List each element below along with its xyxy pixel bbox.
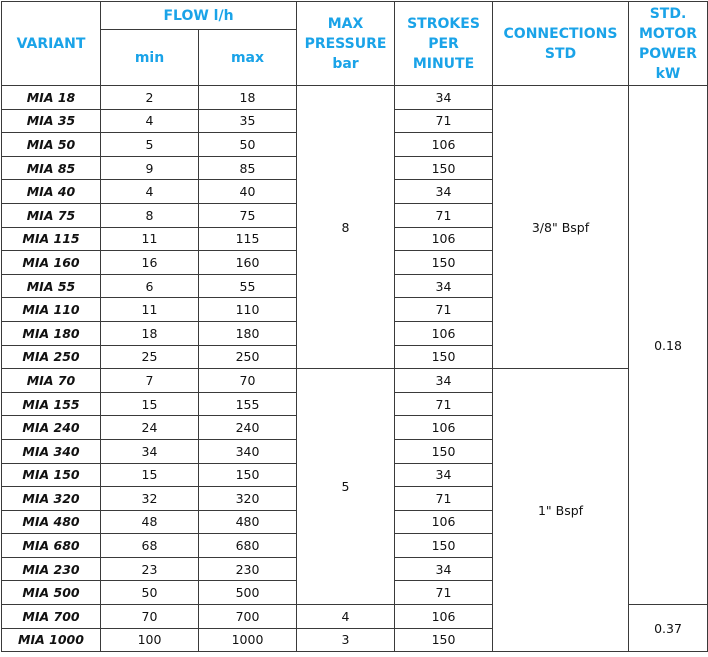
variant-cell: MIA 85 (2, 156, 101, 180)
flow-max-cell: 320 (199, 487, 297, 511)
strokes-cell: 150 (395, 251, 493, 275)
header-flow: FLOW l/h (101, 2, 297, 30)
header-line: CONNECTIONS (503, 25, 618, 42)
header-line: STD (544, 45, 577, 62)
flow-max-cell: 155 (199, 392, 297, 416)
strokes-cell: 34 (395, 180, 493, 204)
flow-max-cell: 700 (199, 605, 297, 629)
variant-cell: MIA 115 (2, 227, 101, 251)
header-flow-max: max (199, 30, 297, 86)
flow-min-cell: 48 (101, 510, 199, 534)
flow-max-cell: 500 (199, 581, 297, 605)
table-row (2, 86, 708, 110)
variant-cell: MIA 150 (2, 463, 101, 487)
flow-max-cell: 480 (199, 510, 297, 534)
variant-cell: MIA 70 (2, 369, 101, 393)
variant-cell: MIA 155 (2, 392, 101, 416)
strokes-cell: 34 (395, 369, 493, 393)
motor-power-cell: 0.37 (629, 605, 708, 652)
strokes-cell: 150 (395, 345, 493, 369)
table-row (2, 369, 708, 393)
strokes-cell: 71 (395, 392, 493, 416)
variant-cell: MIA 340 (2, 439, 101, 463)
flow-max-cell: 18 (199, 86, 297, 110)
flow-min-cell: 8 (101, 203, 199, 227)
flow-max-cell: 110 (199, 298, 297, 322)
flow-min-cell: 24 (101, 416, 199, 440)
flow-min-cell: 16 (101, 251, 199, 275)
connections-cell: 1" Bspf (493, 369, 629, 652)
flow-max-cell: 150 (199, 463, 297, 487)
strokes-cell: 71 (395, 487, 493, 511)
flow-max-cell: 340 (199, 439, 297, 463)
max-pressure-cell: 3 (297, 628, 395, 652)
header-line: kW (655, 65, 681, 82)
header-line: PER (428, 35, 459, 52)
variant-cell: MIA 250 (2, 345, 101, 369)
flow-max-cell: 240 (199, 416, 297, 440)
flow-max-cell: 70 (199, 369, 297, 393)
variant-cell: MIA 480 (2, 510, 101, 534)
variant-cell: MIA 40 (2, 180, 101, 204)
flow-min-cell: 7 (101, 369, 199, 393)
flow-max-cell: 115 (199, 227, 297, 251)
max-pressure-cell: 5 (297, 369, 395, 605)
strokes-cell: 34 (395, 557, 493, 581)
flow-min-cell: 2 (101, 86, 199, 110)
table-body (2, 86, 708, 652)
strokes-cell: 106 (395, 605, 493, 629)
flow-min-cell: 11 (101, 298, 199, 322)
flow-max-cell: 160 (199, 251, 297, 275)
strokes-cell: 106 (395, 416, 493, 440)
header-line: MAX (327, 15, 364, 32)
variant-cell: MIA 55 (2, 274, 101, 298)
header-line: PRESSURE (304, 35, 387, 52)
flow-min-cell: 32 (101, 487, 199, 511)
variant-cell: MIA 680 (2, 534, 101, 558)
flow-max-cell: 680 (199, 534, 297, 558)
strokes-cell: 34 (395, 86, 493, 110)
flow-max-cell: 230 (199, 557, 297, 581)
flow-min-cell: 11 (101, 227, 199, 251)
header-line: STROKES (407, 15, 480, 32)
flow-min-cell: 4 (101, 109, 199, 133)
flow-min-cell: 34 (101, 439, 199, 463)
flow-max-cell: 180 (199, 321, 297, 345)
variant-cell: MIA 180 (2, 321, 101, 345)
header-max-pressure (297, 2, 395, 86)
header-line: POWER (639, 45, 697, 62)
strokes-cell: 150 (395, 156, 493, 180)
header-line: MINUTE (412, 55, 475, 72)
strokes-cell: 106 (395, 510, 493, 534)
variant-cell: MIA 320 (2, 487, 101, 511)
flow-min-cell: 4 (101, 180, 199, 204)
variant-cell: MIA 18 (2, 86, 101, 110)
flow-min-cell: 6 (101, 274, 199, 298)
variant-cell: MIA 50 (2, 133, 101, 157)
flow-max-cell: 40 (199, 180, 297, 204)
strokes-cell: 150 (395, 628, 493, 652)
flow-min-cell: 100 (101, 628, 199, 652)
variant-cell: MIA 160 (2, 251, 101, 275)
flow-min-cell: 9 (101, 156, 199, 180)
max-pressure-cell: 8 (297, 86, 395, 369)
strokes-cell: 34 (395, 274, 493, 298)
flow-min-cell: 50 (101, 581, 199, 605)
flow-max-cell: 250 (199, 345, 297, 369)
header-variant: VARIANT (2, 2, 101, 86)
max-pressure-cell: 4 (297, 605, 395, 629)
strokes-cell: 71 (395, 581, 493, 605)
flow-min-cell: 70 (101, 605, 199, 629)
header-line: STD. (649, 5, 687, 22)
connections-cell: 3/8" Bspf (493, 86, 629, 369)
variant-cell: MIA 230 (2, 557, 101, 581)
strokes-cell: 150 (395, 534, 493, 558)
flow-max-cell: 1000 (199, 628, 297, 652)
flow-max-cell: 55 (199, 274, 297, 298)
flow-min-cell: 23 (101, 557, 199, 581)
flow-min-cell: 5 (101, 133, 199, 157)
spec-table (1, 1, 708, 652)
variant-cell: MIA 75 (2, 203, 101, 227)
strokes-cell: 34 (395, 463, 493, 487)
header-motor-power (629, 2, 708, 86)
flow-min-cell: 15 (101, 392, 199, 416)
variant-cell: MIA 240 (2, 416, 101, 440)
header-line: bar (332, 55, 359, 72)
flow-max-cell: 85 (199, 156, 297, 180)
variant-cell: MIA 110 (2, 298, 101, 322)
variant-cell: MIA 700 (2, 605, 101, 629)
strokes-cell: 106 (395, 227, 493, 251)
strokes-cell: 150 (395, 439, 493, 463)
header-line: MOTOR (638, 25, 698, 42)
flow-max-cell: 50 (199, 133, 297, 157)
strokes-cell: 106 (395, 321, 493, 345)
flow-min-cell: 68 (101, 534, 199, 558)
flow-min-cell: 25 (101, 345, 199, 369)
variant-cell: MIA 1000 (2, 628, 101, 652)
variant-cell: MIA 500 (2, 581, 101, 605)
strokes-cell: 71 (395, 109, 493, 133)
strokes-cell: 71 (395, 203, 493, 227)
header-flow-min: min (101, 30, 199, 86)
header-connections-std (493, 2, 629, 86)
motor-power-cell: 0.18 (629, 86, 708, 605)
strokes-cell: 71 (395, 298, 493, 322)
flow-min-cell: 15 (101, 463, 199, 487)
flow-min-cell: 18 (101, 321, 199, 345)
header-strokes-per-minute (395, 2, 493, 86)
variant-cell: MIA 35 (2, 109, 101, 133)
strokes-cell: 106 (395, 133, 493, 157)
flow-max-cell: 75 (199, 203, 297, 227)
flow-max-cell: 35 (199, 109, 297, 133)
